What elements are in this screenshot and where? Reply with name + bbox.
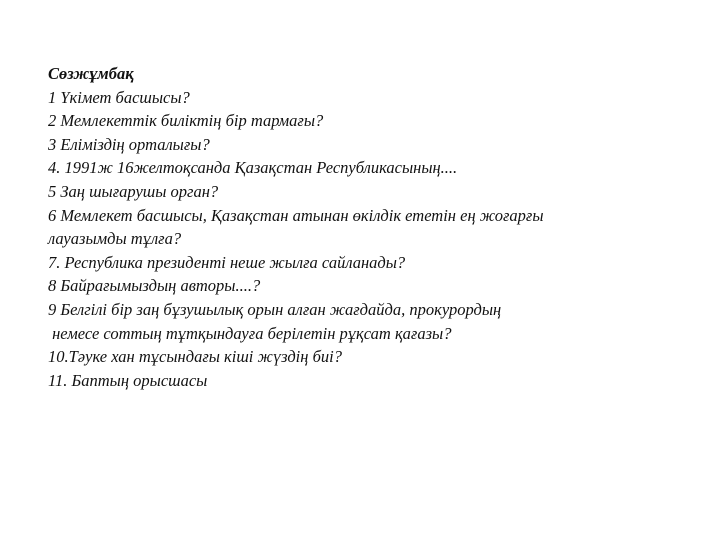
question-line: 8 Байрағымыздың авторы....? — [48, 276, 261, 296]
question-line: 11. Баптың орысшасы — [48, 370, 208, 390]
question-line: 6 Мемлекет басшысы, Қазақстан атынан өкілдік ететін ең жоғарғы — [48, 205, 544, 225]
question-line: 7. Республика президенті неше жылға сайланады? — [48, 252, 406, 272]
question-line: 10.Тәуке хан тұсындағы кіші жүздің биі? — [48, 347, 342, 367]
document-title: Сөзжұмбақ — [48, 64, 134, 83]
question-line: 1 Үкімет басшысы? — [48, 87, 190, 107]
question-line: 5 Заң шығарушы орган? — [48, 181, 219, 201]
question-line: 2 Мемлекеттік биліктің бір тармағы? — [48, 111, 324, 131]
crossword-questions — [48, 62, 688, 392]
question-line: 9 Белгілі бір заң бұзушылық орын алған жағдайда, прокурордың — [48, 299, 502, 319]
question-line: лауазымды тұлға? — [48, 229, 182, 249]
question-line: немесе соттың тұтқындауға берілетін рұқсат қағазы? — [48, 323, 452, 343]
question-line: 3 Еліміздің орталығы? — [48, 134, 210, 154]
question-line: 4. 1991ж 16желтоқсанда Қазақстан Республикасының.... — [48, 158, 458, 178]
